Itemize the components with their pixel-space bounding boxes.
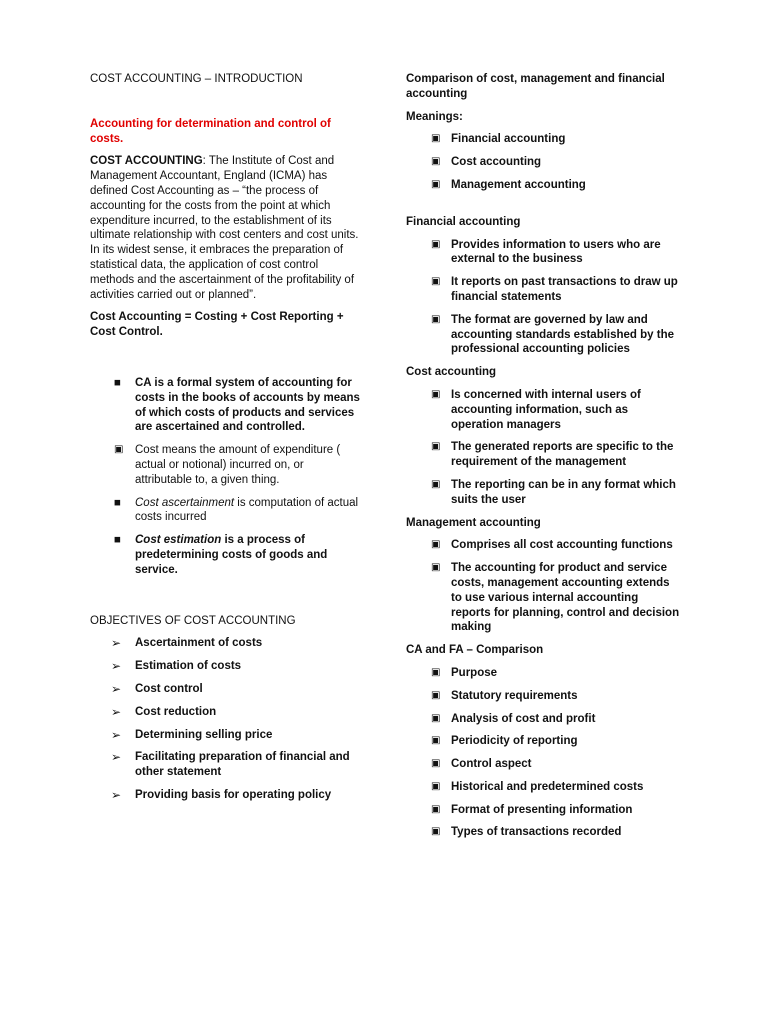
grid-bullet-icon: ▣ — [431, 780, 441, 792]
list-item: ▣ Historical and predetermined costs — [431, 780, 644, 793]
list-item: ▣ Management accounting — [431, 178, 586, 191]
list-item: ▣ The format are governed by law and accounting standards established by the professional accounting policies — [431, 313, 675, 356]
definition-paragraph — [90, 154, 362, 302]
list-item: ➢ Facilitating preparation of financial and other statement — [111, 750, 350, 779]
list-item: ▣ Financial accounting — [431, 133, 566, 146]
grid-bullet-icon: ▣ — [431, 666, 441, 678]
ma-list — [406, 538, 681, 635]
formula-line: Cost Accounting = Costing + Cost Reporting + Cost Control. — [90, 311, 344, 339]
arrow-bullet-icon: ➢ — [111, 750, 122, 765]
list-item: ■ CA is a formal system of accounting for costs in the books of accounts by means of which costs of products and services are ascertained and controlled. — [114, 376, 360, 434]
fa-list — [406, 238, 681, 358]
square-bullet-icon: ■ — [114, 496, 121, 509]
grid-bullet-icon: ▣ — [431, 478, 441, 490]
list-item: ▣ It reports on past transactions to draw up financial statements — [431, 276, 678, 303]
grid-bullet-icon: ▣ — [431, 313, 441, 325]
grid-bullet-icon: ▣ — [431, 758, 441, 770]
grid-bullet-icon: ▣ — [431, 803, 441, 815]
comparison-title: Comparison of cost, management and financial accounting — [406, 73, 665, 100]
arrow-bullet-icon: ➢ — [111, 787, 122, 802]
right-column — [406, 72, 681, 848]
list-item: ▣ Provides information to users who are external to the business — [431, 238, 661, 266]
list-item: ▣ Types of transactions recorded — [431, 826, 622, 839]
ca-bullet-list — [90, 376, 362, 578]
square-bullet-icon: ■ — [114, 376, 121, 389]
red-subheading: Accounting for determination and control of costs. — [90, 117, 331, 145]
meanings-label: Meanings: — [406, 110, 463, 123]
list-item: ■ Cost ascertainment is computation of actual costs incurred — [114, 496, 359, 524]
definition-colon: : — [202, 155, 206, 168]
objectives-list — [90, 636, 362, 802]
list-item: ➢ Providing basis for operating policy — [111, 787, 332, 802]
arrow-bullet-icon: ➢ — [111, 681, 122, 696]
left-column — [90, 72, 362, 811]
page-title: COST ACCOUNTING – INTRODUCTION — [90, 73, 303, 85]
list-item: ➢ Estimation of costs — [111, 659, 242, 674]
grid-bullet-icon: ▣ — [431, 156, 441, 168]
list-item: ➢ Ascertainment of costs — [111, 636, 263, 651]
grid-bullet-icon: ▣ — [431, 826, 441, 838]
grid-bullet-icon: ▣ — [431, 735, 441, 747]
list-item: ➢ Cost reduction — [111, 704, 217, 719]
list-item: ➢ Cost control — [111, 681, 203, 696]
list-item: ▣ Comprises all cost accounting functions — [431, 539, 673, 552]
list-item: ▣ The reporting can be in any format which suits the user — [431, 478, 676, 506]
grid-bullet-icon: ▣ — [431, 539, 441, 551]
ma-label: Management accounting — [406, 516, 541, 529]
grid-bullet-icon: ▣ — [114, 444, 124, 456]
list-item: ▣ Purpose — [431, 666, 498, 679]
list-item: ▣ Periodicity of reporting — [431, 735, 578, 748]
list-item: ▣ The generated reports are specific to the requirement of the management — [431, 441, 674, 469]
ca-label: Cost accounting — [406, 366, 497, 379]
square-bullet-icon: ■ — [114, 534, 121, 547]
grid-bullet-icon: ▣ — [431, 562, 441, 574]
list-item: ▣ The accounting for product and service costs, management accounting extends to use various internal accounting reports for planning, control and decision making — [431, 562, 680, 634]
grid-bullet-icon: ▣ — [431, 276, 441, 288]
grid-bullet-icon: ▣ — [431, 178, 441, 190]
list-item: ▣ Control aspect — [431, 758, 532, 771]
grid-bullet-icon: ▣ — [431, 133, 441, 145]
list-item: ➢ Determining selling price — [111, 727, 273, 742]
fa-label: Financial accounting — [406, 215, 521, 228]
grid-bullet-icon: ▣ — [431, 238, 441, 250]
definition-label: COST ACCOUNTING — [90, 155, 203, 168]
list-item: ▣ Is concerned with internal users of accounting information, such as operation managers — [431, 388, 641, 431]
arrow-bullet-icon: ➢ — [111, 704, 122, 719]
arrow-bullet-icon: ➢ — [111, 659, 122, 674]
grid-bullet-icon: ▣ — [431, 712, 441, 724]
grid-bullet-icon: ▣ — [431, 689, 441, 701]
comparison-list — [406, 666, 681, 840]
grid-bullet-icon: ▣ — [431, 388, 441, 400]
definition-text: The Institute of Cost and Management Accountant, England (ICMA) has defined Cost Accounting as – “the process of accounting for the costs from the point at which expenditure incurred, to the establishment of its ultimate relationship with cost centers and cost units. In its widest sense, it embraces the preparation of statistical data, the application of cost control methods and the ascertainment of the profitability of activities carried out or planned”. — [90, 155, 359, 301]
list-item: ▣ Analysis of cost and profit — [431, 712, 596, 725]
list-item: ▣ Cost means the amount of expenditure ( actual or notional) incurred on, or attributable to, a given thing. — [114, 444, 341, 486]
list-item: ▣ Cost accounting — [431, 156, 542, 169]
list-item: ■ Cost estimation is a process of predetermining costs of goods and service. — [114, 534, 328, 576]
objectives-title: OBJECTIVES OF COST ACCOUNTING — [90, 614, 296, 627]
grid-bullet-icon: ▣ — [431, 441, 441, 453]
comparison-label: CA and FA – Comparison — [406, 644, 544, 657]
list-item: ▣ Format of presenting information — [431, 803, 633, 816]
meanings-list — [406, 132, 681, 192]
arrow-bullet-icon: ➢ — [111, 636, 122, 651]
ca-list — [406, 388, 681, 508]
list-item: ▣ Statutory requirements — [431, 689, 578, 702]
arrow-bullet-icon: ➢ — [111, 727, 122, 742]
